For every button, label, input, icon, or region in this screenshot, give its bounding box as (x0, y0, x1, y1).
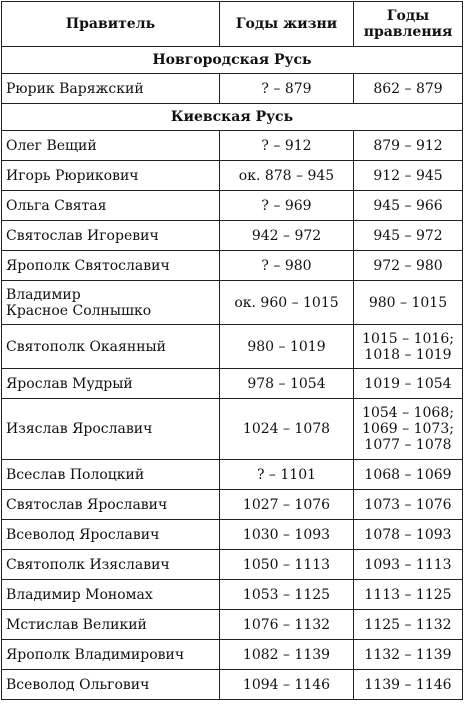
cell-life-years: ? – 969 (220, 191, 354, 221)
section-row (2, 47, 463, 74)
cell-ruler-name (2, 281, 220, 325)
cell-ruler-name (2, 490, 220, 520)
cell-ruler-name (2, 610, 220, 640)
rulers-table-container (1, 1, 462, 700)
cell-reign-years (354, 490, 463, 520)
cell-ruler-name (2, 369, 220, 399)
cell-life-years: 1050 – 1113 (220, 550, 354, 580)
cell-ruler-name (2, 161, 220, 191)
cell-life-years: 1053 – 1125 (220, 580, 354, 610)
cell-ruler-name (2, 670, 220, 700)
table-row (2, 580, 463, 610)
cell-reign-years (354, 640, 463, 670)
ruler-name-line: Ярополк Святославич (6, 257, 170, 274)
table-row (2, 325, 463, 369)
cell-life-years: 1027 – 1076 (220, 490, 354, 520)
reign-period-line: 1068 – 1069 (364, 466, 452, 483)
ruler-name-line: Олег Вещий (6, 137, 97, 154)
section-title: Киевская Русь (2, 104, 463, 131)
cell-ruler-name (2, 251, 220, 281)
cell-life-years: ? – 1101 (220, 460, 354, 490)
reign-period-line: 1077 – 1078 (364, 437, 452, 453)
cell-reign-years (354, 399, 463, 460)
ruler-name-line: Игорь Рюрикович (6, 167, 139, 184)
cell-life-years: 1030 – 1093 (220, 520, 354, 550)
cell-reign-years (354, 74, 463, 104)
cell-ruler-name (2, 550, 220, 580)
reign-period-line: 1015 – 1016; (362, 330, 454, 347)
reign-period-line: 1132 – 1139 (364, 646, 452, 663)
cell-life-years: 978 – 1054 (220, 369, 354, 399)
table-row (2, 490, 463, 520)
cell-life-years: 1082 – 1139 (220, 640, 354, 670)
cell-ruler-name (2, 399, 220, 460)
header-reign-line1: Годы (386, 8, 430, 24)
ruler-name-line: Святополк Изяславич (6, 556, 170, 573)
cell-life-years: 1024 – 1078 (220, 399, 354, 460)
reign-period-line: 1019 – 1054 (364, 375, 452, 392)
table-row (2, 610, 463, 640)
table-row (2, 520, 463, 550)
cell-ruler-name (2, 131, 220, 161)
rulers-table (1, 1, 463, 700)
reign-period-line: 912 – 945 (373, 167, 443, 184)
ruler-name-line: Ярополк Владимирович (6, 646, 185, 663)
header-life-years: Годы жизни (220, 2, 354, 47)
table-row (2, 369, 463, 399)
ruler-name-line: Мстислав Великий (6, 616, 147, 633)
reign-period-line: 1125 – 1132 (364, 616, 452, 633)
cell-ruler-name (2, 520, 220, 550)
cell-life-years: 980 – 1019 (220, 325, 354, 369)
table-row (2, 460, 463, 490)
reign-period-line: 945 – 972 (373, 227, 443, 244)
table-row (2, 251, 463, 281)
ruler-name-line: Рюрик Варяжский (6, 80, 144, 97)
table-body (2, 47, 463, 700)
ruler-name-line: Ольга Святая (6, 197, 107, 214)
header-reign-line2: правления (363, 24, 453, 40)
table-row (2, 550, 463, 580)
reign-period-line: 1018 – 1019 (364, 346, 452, 363)
table-row (2, 191, 463, 221)
cell-ruler-name (2, 325, 220, 369)
table-row (2, 74, 463, 104)
cell-reign-years (354, 610, 463, 640)
table-row (2, 281, 463, 325)
cell-life-years: ок. 878 – 945 (220, 161, 354, 191)
reign-period-line: 1139 – 1146 (364, 676, 452, 693)
reign-period-line: 1093 – 1113 (364, 556, 452, 573)
cell-reign-years (354, 550, 463, 580)
ruler-name-line: Всеволод Ярославич (6, 526, 160, 543)
reign-period-line: 945 – 966 (373, 197, 443, 214)
header-row (2, 2, 463, 47)
cell-life-years: ок. 960 – 1015 (220, 281, 354, 325)
reign-period-line: 1073 – 1076 (364, 496, 452, 513)
cell-life-years: 942 – 972 (220, 221, 354, 251)
cell-reign-years (354, 251, 463, 281)
cell-life-years: 1076 – 1132 (220, 610, 354, 640)
ruler-name-line: Святослав Игоревич (6, 227, 159, 244)
cell-reign-years (354, 161, 463, 191)
cell-ruler-name (2, 74, 220, 104)
ruler-name-line: Святослав Ярославич (6, 496, 168, 513)
cell-reign-years (354, 325, 463, 369)
cell-life-years: 1094 – 1146 (220, 670, 354, 700)
table-row (2, 640, 463, 670)
reign-period-line: 1069 – 1073; (362, 421, 454, 437)
cell-ruler-name (2, 191, 220, 221)
reign-period-line: 862 – 879 (373, 80, 443, 97)
ruler-name-line: Всеволод Ольгович (6, 676, 150, 693)
cell-reign-years (354, 460, 463, 490)
ruler-name-line: Изяслав Ярославич (6, 421, 153, 437)
table-row (2, 221, 463, 251)
cell-life-years: ? – 912 (220, 131, 354, 161)
ruler-name-line: Красное Солнышко (6, 302, 152, 319)
cell-reign-years (354, 191, 463, 221)
reign-period-line: 980 – 1015 (368, 294, 448, 311)
reign-period-line: 1078 – 1093 (364, 526, 452, 543)
reign-period-line: 879 – 912 (373, 137, 443, 154)
cell-life-years: ? – 879 (220, 74, 354, 104)
section-row (2, 104, 463, 131)
reign-period-line: 1054 – 1068; (362, 405, 454, 421)
ruler-name-line: Ярослав Мудрый (6, 375, 133, 392)
cell-reign-years (354, 520, 463, 550)
reign-period-line: 972 – 980 (373, 257, 443, 274)
cell-reign-years (354, 221, 463, 251)
reign-period-line: 1113 – 1125 (364, 586, 452, 603)
cell-reign-years (354, 670, 463, 700)
cell-ruler-name (2, 580, 220, 610)
cell-reign-years (354, 580, 463, 610)
cell-reign-years (354, 131, 463, 161)
header-ruler: Правитель (2, 2, 220, 47)
table-row (2, 161, 463, 191)
header-reign-years (354, 2, 463, 47)
ruler-name-line: Владимир Мономах (6, 586, 153, 603)
ruler-name-line: Владимир (6, 286, 81, 303)
cell-ruler-name (2, 640, 220, 670)
table-row (2, 670, 463, 700)
cell-ruler-name (2, 460, 220, 490)
cell-ruler-name (2, 221, 220, 251)
table-row (2, 131, 463, 161)
ruler-name-line: Святополк Окаянный (6, 338, 166, 355)
ruler-name-line: Всеслав Полоцкий (6, 466, 145, 483)
cell-reign-years (354, 281, 463, 325)
cell-life-years: ? – 980 (220, 251, 354, 281)
cell-reign-years (354, 369, 463, 399)
table-row (2, 399, 463, 460)
section-title: Новгородская Русь (2, 47, 463, 74)
